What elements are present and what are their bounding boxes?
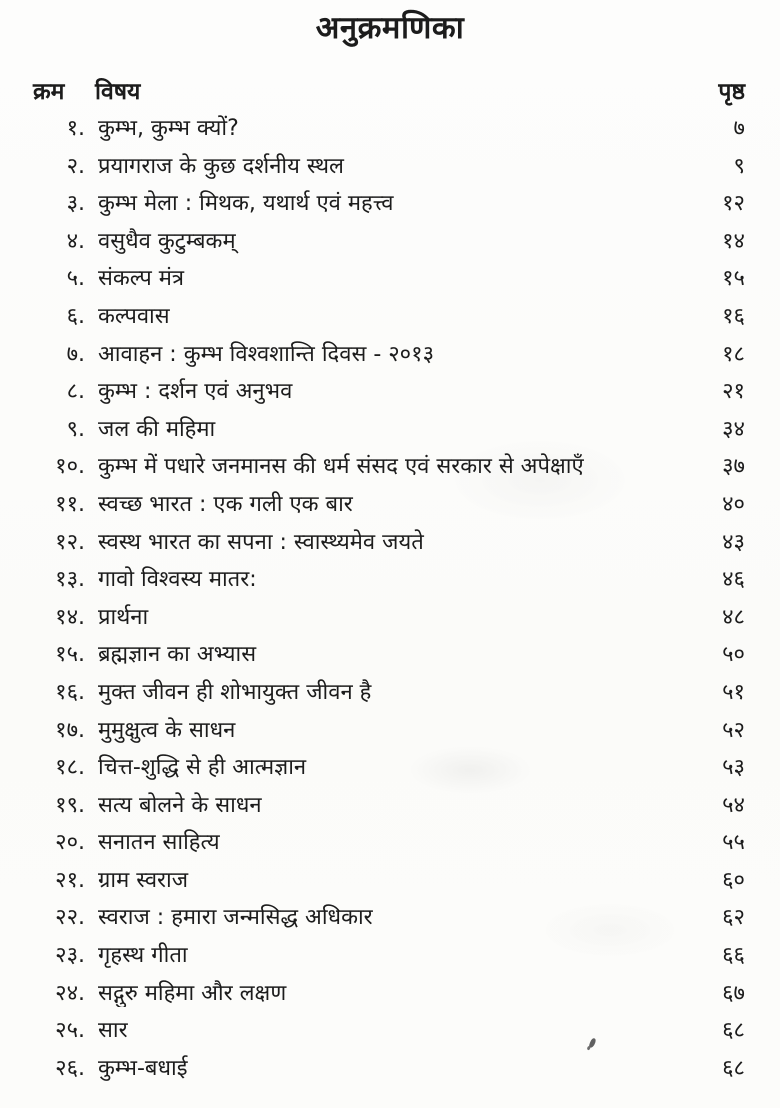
toc-serial: १९.	[55, 792, 85, 818]
toc-serial: १.	[66, 116, 85, 141]
toc-page-number: ४०	[722, 491, 745, 517]
column-header-subject: विषय	[95, 79, 141, 105]
toc-row	[33, 112, 745, 150]
toc-serial: २५.	[55, 1018, 85, 1044]
toc-subject: कुम्भ : दर्शन एवं अनुभव	[98, 379, 293, 405]
toc-page-number: ६६	[722, 943, 745, 969]
toc-row	[33, 751, 745, 789]
toc-row	[33, 939, 745, 977]
toc-subject: जल की महिमा	[98, 416, 216, 442]
toc-serial: २०.	[55, 830, 85, 856]
toc-row	[33, 826, 745, 864]
toc-serial: २२.	[55, 905, 85, 931]
toc-page-number: ७	[733, 116, 745, 141]
toc-subject: सत्य बोलने के साधन	[98, 792, 262, 818]
toc-row	[33, 563, 745, 601]
toc-subject: वसुधैव कुटुम्बकम्	[98, 228, 236, 254]
toc-subject: कुम्भ-बधाई	[98, 1055, 188, 1081]
toc-page-number: २१	[722, 379, 745, 405]
toc-subject: सनातन साहित्य	[98, 830, 220, 856]
toc-row	[33, 413, 745, 451]
toc-serial: १०.	[55, 454, 85, 480]
toc-serial: २३.	[55, 943, 85, 969]
column-header-serial: क्रम	[33, 79, 65, 105]
toc-page-number: ६८	[722, 1055, 745, 1081]
toc-serial: ३.	[66, 191, 85, 217]
toc-page-number: ४८	[722, 604, 745, 630]
toc-page-number: ४६	[722, 567, 745, 593]
toc-subject: स्वच्छ भारत : एक गली एक बार	[98, 491, 353, 517]
toc-page-number: १६	[722, 303, 745, 329]
toc-row	[33, 789, 745, 827]
toc-page-number: ६०	[722, 867, 745, 893]
toc-row	[33, 262, 745, 300]
toc-serial: ११.	[55, 491, 85, 517]
toc-header-row	[33, 74, 745, 106]
toc-serial: २.	[66, 153, 85, 179]
toc-subject: मुक्त जीवन ही शोभायुक्त जीवन है	[98, 679, 372, 705]
toc-row	[33, 338, 745, 376]
toc-subject: कुम्भ, कुम्भ क्यों?	[98, 116, 239, 141]
toc-row	[33, 526, 745, 564]
toc-row	[33, 977, 745, 1015]
toc-row	[33, 864, 745, 902]
toc-row	[33, 1052, 745, 1090]
toc-serial: ४.	[66, 228, 85, 254]
toc-subject: ब्रह्मज्ञान का अभ्यास	[98, 642, 257, 668]
toc-serial: २४.	[55, 980, 85, 1006]
toc-page-number: १२	[722, 191, 745, 217]
toc-page-number: ९	[733, 153, 745, 179]
page-title: अनुक्रमणिका	[315, 10, 465, 46]
toc-page-number: १४	[722, 228, 745, 254]
toc-subject: स्वस्थ भारत का सपना : स्वास्थ्यमेव जयते	[98, 529, 424, 555]
toc-serial: २१.	[55, 867, 85, 893]
toc-row	[33, 150, 745, 188]
toc-subject: संकल्प मंत्र	[98, 266, 184, 292]
toc-serial: १६.	[55, 679, 85, 705]
toc-page-number: ५१	[722, 679, 745, 705]
toc-page-number: १५	[722, 266, 745, 292]
toc-page-number: ३४	[722, 416, 745, 442]
toc-row	[33, 450, 745, 488]
toc-page-number: ५५	[722, 830, 745, 856]
toc-subject: स्वराज : हमारा जन्मसिद्ध अधिकार	[98, 905, 373, 931]
toc-subject: चित्त-शुद्धि से ही आत्मज्ञान	[98, 755, 307, 781]
toc-serial: ६.	[66, 303, 85, 329]
toc-serial: ९.	[66, 416, 85, 442]
toc-page-number: ५२	[722, 717, 745, 743]
toc-subject: मुमुक्षुत्व के साधन	[98, 717, 236, 743]
toc-subject: कुम्भ में पधारे जनमानस की धर्म संसद एवं सरकार से अपेक्षाएँ	[98, 454, 584, 480]
toc-page-number: ४३	[722, 529, 745, 555]
toc-serial: ५.	[66, 266, 85, 292]
toc-serial: ७.	[66, 341, 85, 367]
toc-subject: ग्राम स्वराज	[98, 867, 189, 893]
toc-serial: १३.	[55, 567, 85, 593]
toc-serial: १७.	[55, 717, 85, 743]
toc-row	[33, 1014, 745, 1052]
toc-row	[33, 300, 745, 338]
toc-page-number: ३७	[722, 454, 745, 480]
toc-subject: सद्गुरु महिमा और लक्षण	[98, 980, 287, 1006]
toc-page-number: ५४	[722, 792, 745, 818]
toc-subject: प्रार्थना	[98, 604, 149, 630]
toc-subject: सार	[98, 1018, 128, 1044]
toc-page-number: ५३	[722, 755, 745, 781]
toc-page-number: १८	[722, 341, 745, 367]
toc-row	[33, 676, 745, 714]
toc-row	[33, 187, 745, 225]
toc-serial: १४.	[55, 604, 85, 630]
toc-page-number: ६८	[722, 1018, 745, 1044]
toc-subject: आवाहन : कुम्भ विश्वशान्ति दिवस - २०१३	[98, 341, 435, 367]
toc-serial: १८.	[55, 755, 85, 781]
column-header-page: पृष्ठ	[718, 79, 745, 105]
toc-serial: ८.	[66, 379, 85, 405]
toc-subject: गृहस्थ गीता	[98, 943, 188, 969]
toc-page-number: ६७	[722, 980, 745, 1006]
toc-page-number: ६२	[722, 905, 745, 931]
toc-page-number: ५०	[722, 642, 745, 668]
toc-serial: १२.	[55, 529, 85, 555]
toc-subject: कल्पवास	[98, 303, 170, 329]
toc-list	[33, 112, 745, 1089]
toc-row	[33, 225, 745, 263]
toc-subject: प्रयागराज के कुछ दर्शनीय स्थल	[98, 153, 344, 179]
toc-serial: १५.	[55, 642, 85, 668]
toc-subject: कुम्भ मेला : मिथक, यथार्थ एवं महत्त्व	[98, 191, 394, 217]
toc-subject: गावो विश्वस्य मातर:	[98, 567, 257, 593]
toc-row	[33, 375, 745, 413]
toc-row	[33, 488, 745, 526]
toc-row	[33, 901, 745, 939]
toc-row	[33, 601, 745, 639]
toc-serial: २६.	[55, 1055, 85, 1081]
toc-row	[33, 638, 745, 676]
toc-row	[33, 714, 745, 752]
